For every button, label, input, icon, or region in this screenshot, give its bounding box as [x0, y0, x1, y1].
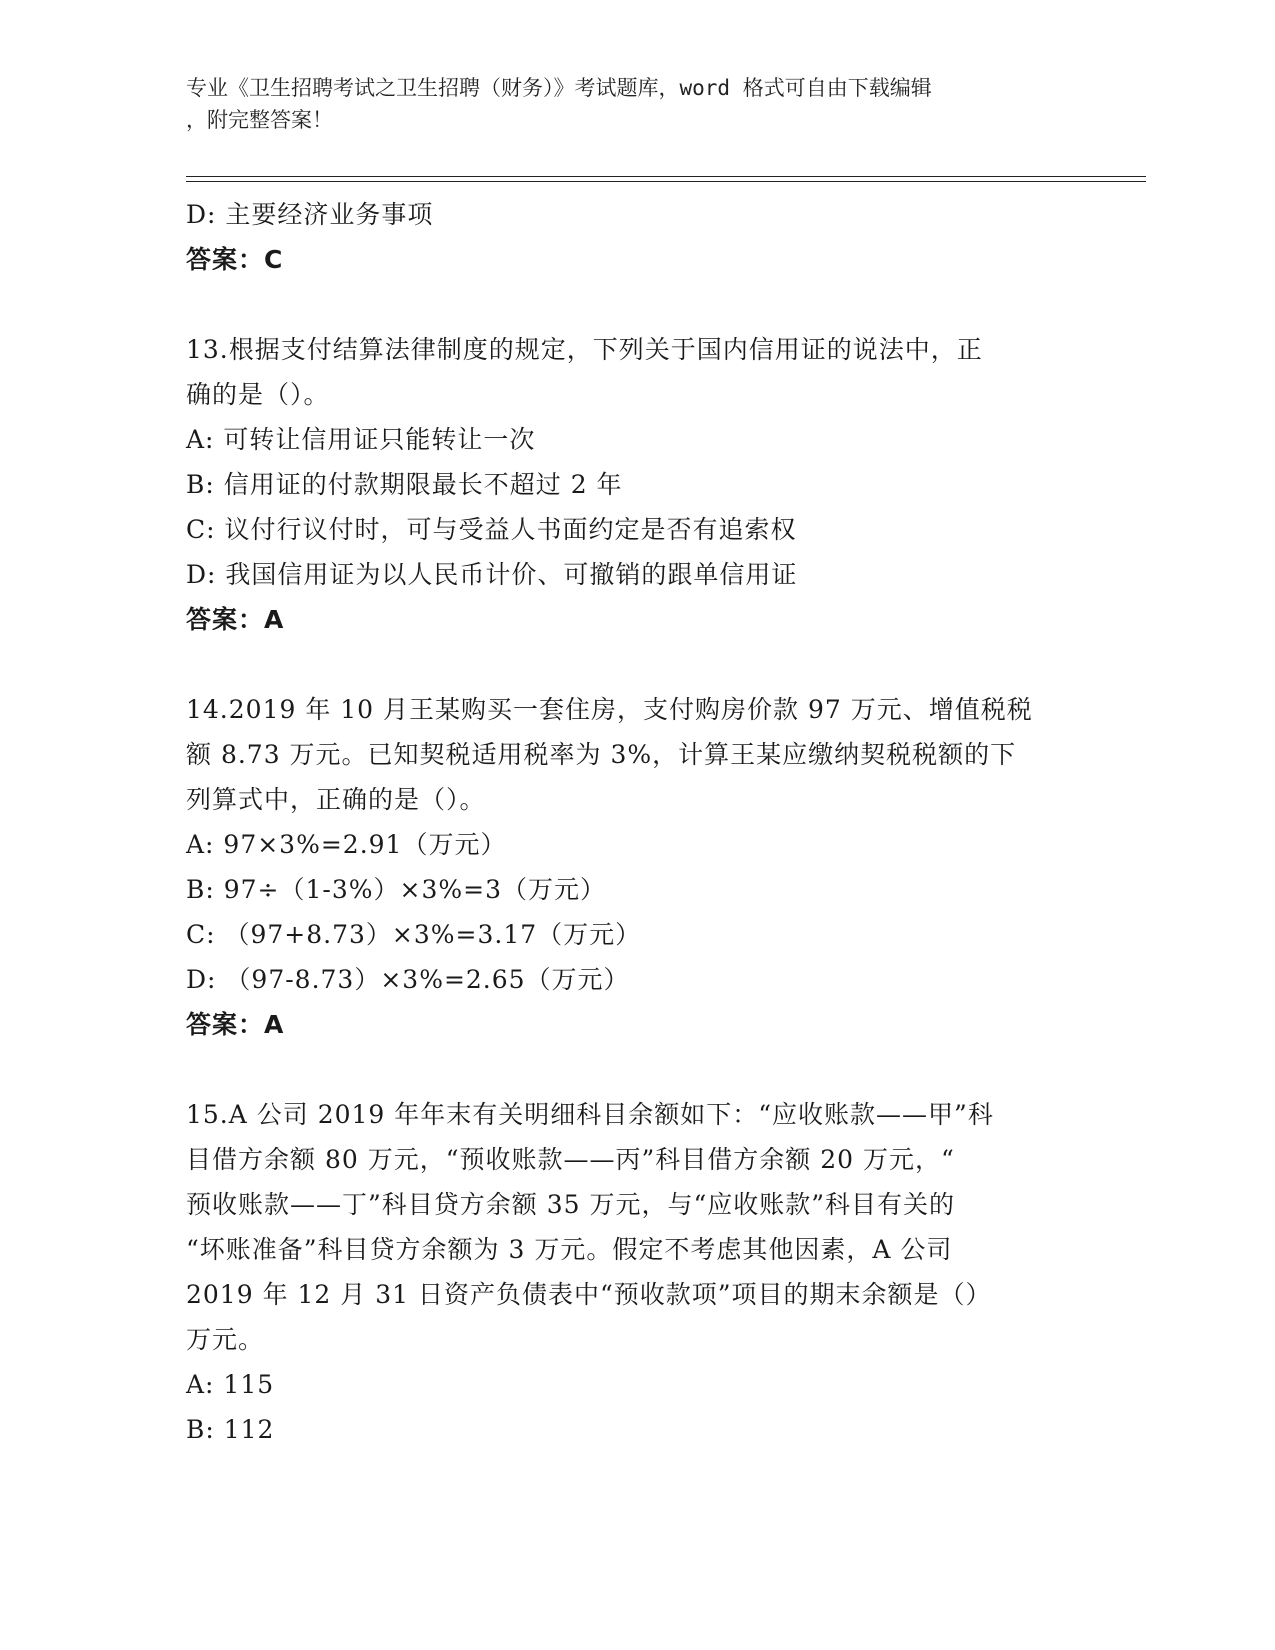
spacer [186, 642, 1086, 687]
q13-option-a: A: 可转让信用证只能转让一次 [186, 425, 536, 454]
q15-option-a: A: 115 [186, 1370, 275, 1399]
q14-option-d: D: （97-8.73）×3%=2.65（万元） [186, 965, 630, 994]
q14-stem-line-2: 额 8.73 万元。已知契税适用税率为 3%，计算王某应缴纳契税税额的下 [186, 740, 1017, 769]
q15-stem-line-2: 目借方余额 80 万元，“预收账款——丙”科目借方余额 20 万元，“ [186, 1145, 955, 1174]
q14-option-a: A: 97×3%=2.91（万元） [186, 830, 507, 859]
question-15 [186, 1092, 1086, 1452]
q15-stem-line-5: 2019 年 12 月 31 日资产负债表中“预收款项”项目的期末余额是（） [186, 1280, 992, 1309]
document-header [186, 72, 1066, 136]
q14-option-b: B: 97÷（1-3%）×3%=3（万元） [186, 875, 606, 904]
question-content [186, 192, 1086, 1452]
q15-stem-line-4: “坏账准备”科目贷方余额为 3 万元。假定不考虑其他因素，A 公司 [186, 1235, 953, 1264]
spacer [186, 282, 1086, 327]
header-divider-top [186, 176, 1146, 177]
question-14 [186, 687, 1086, 1047]
question-13 [186, 327, 1086, 642]
q14-stem-line-1: 14.2019 年 10 月王某购买一套住房，支付购房价款 97 万元、增值税税 [186, 695, 1033, 724]
header-line-1: 专业《卫生招聘考试之卫生招聘（财务）》考试题库，word 格式可自由下载编辑 [186, 76, 932, 100]
q15-stem-line-6: 万元。 [186, 1325, 265, 1354]
q13-answer: 答案：A [186, 605, 285, 634]
q13-option-c: C: 议付行议付时，可与受益人书面约定是否有追索权 [186, 515, 797, 544]
question-12-tail [186, 192, 1086, 282]
q15-stem-line-3: 预收账款——丁”科目贷方余额 35 万元，与“应收账款”科目有关的 [186, 1190, 956, 1219]
q15-option-b: B: 112 [186, 1415, 275, 1444]
q14-answer: 答案：A [186, 1010, 285, 1039]
q14-option-c: C: （97+8.73）×3%=3.17（万元） [186, 920, 642, 949]
spacer [186, 1047, 1086, 1092]
header-line-2: ，附完整答案！ [186, 108, 333, 132]
q12-answer: 答案：C [186, 245, 284, 274]
header-divider-bottom [186, 181, 1146, 182]
q13-stem-line-1: 13.根据支付结算法律制度的规定，下列关于国内信用证的说法中，正 [186, 335, 983, 364]
q13-option-b: B: 信用证的付款期限最长不超过 2 年 [186, 470, 623, 499]
q14-stem-line-3: 列算式中，正确的是（）。 [186, 785, 486, 814]
q12-option-d: D: 主要经济业务事项 [186, 200, 434, 229]
q15-stem-line-1: 15.A 公司 2019 年年末有关明细科目余额如下：“应收账款——甲”科 [186, 1100, 994, 1129]
q13-option-d: D: 我国信用证为以人民币计价、可撤销的跟单信用证 [186, 560, 798, 589]
q13-stem-line-2: 确的是（）。 [186, 380, 330, 409]
